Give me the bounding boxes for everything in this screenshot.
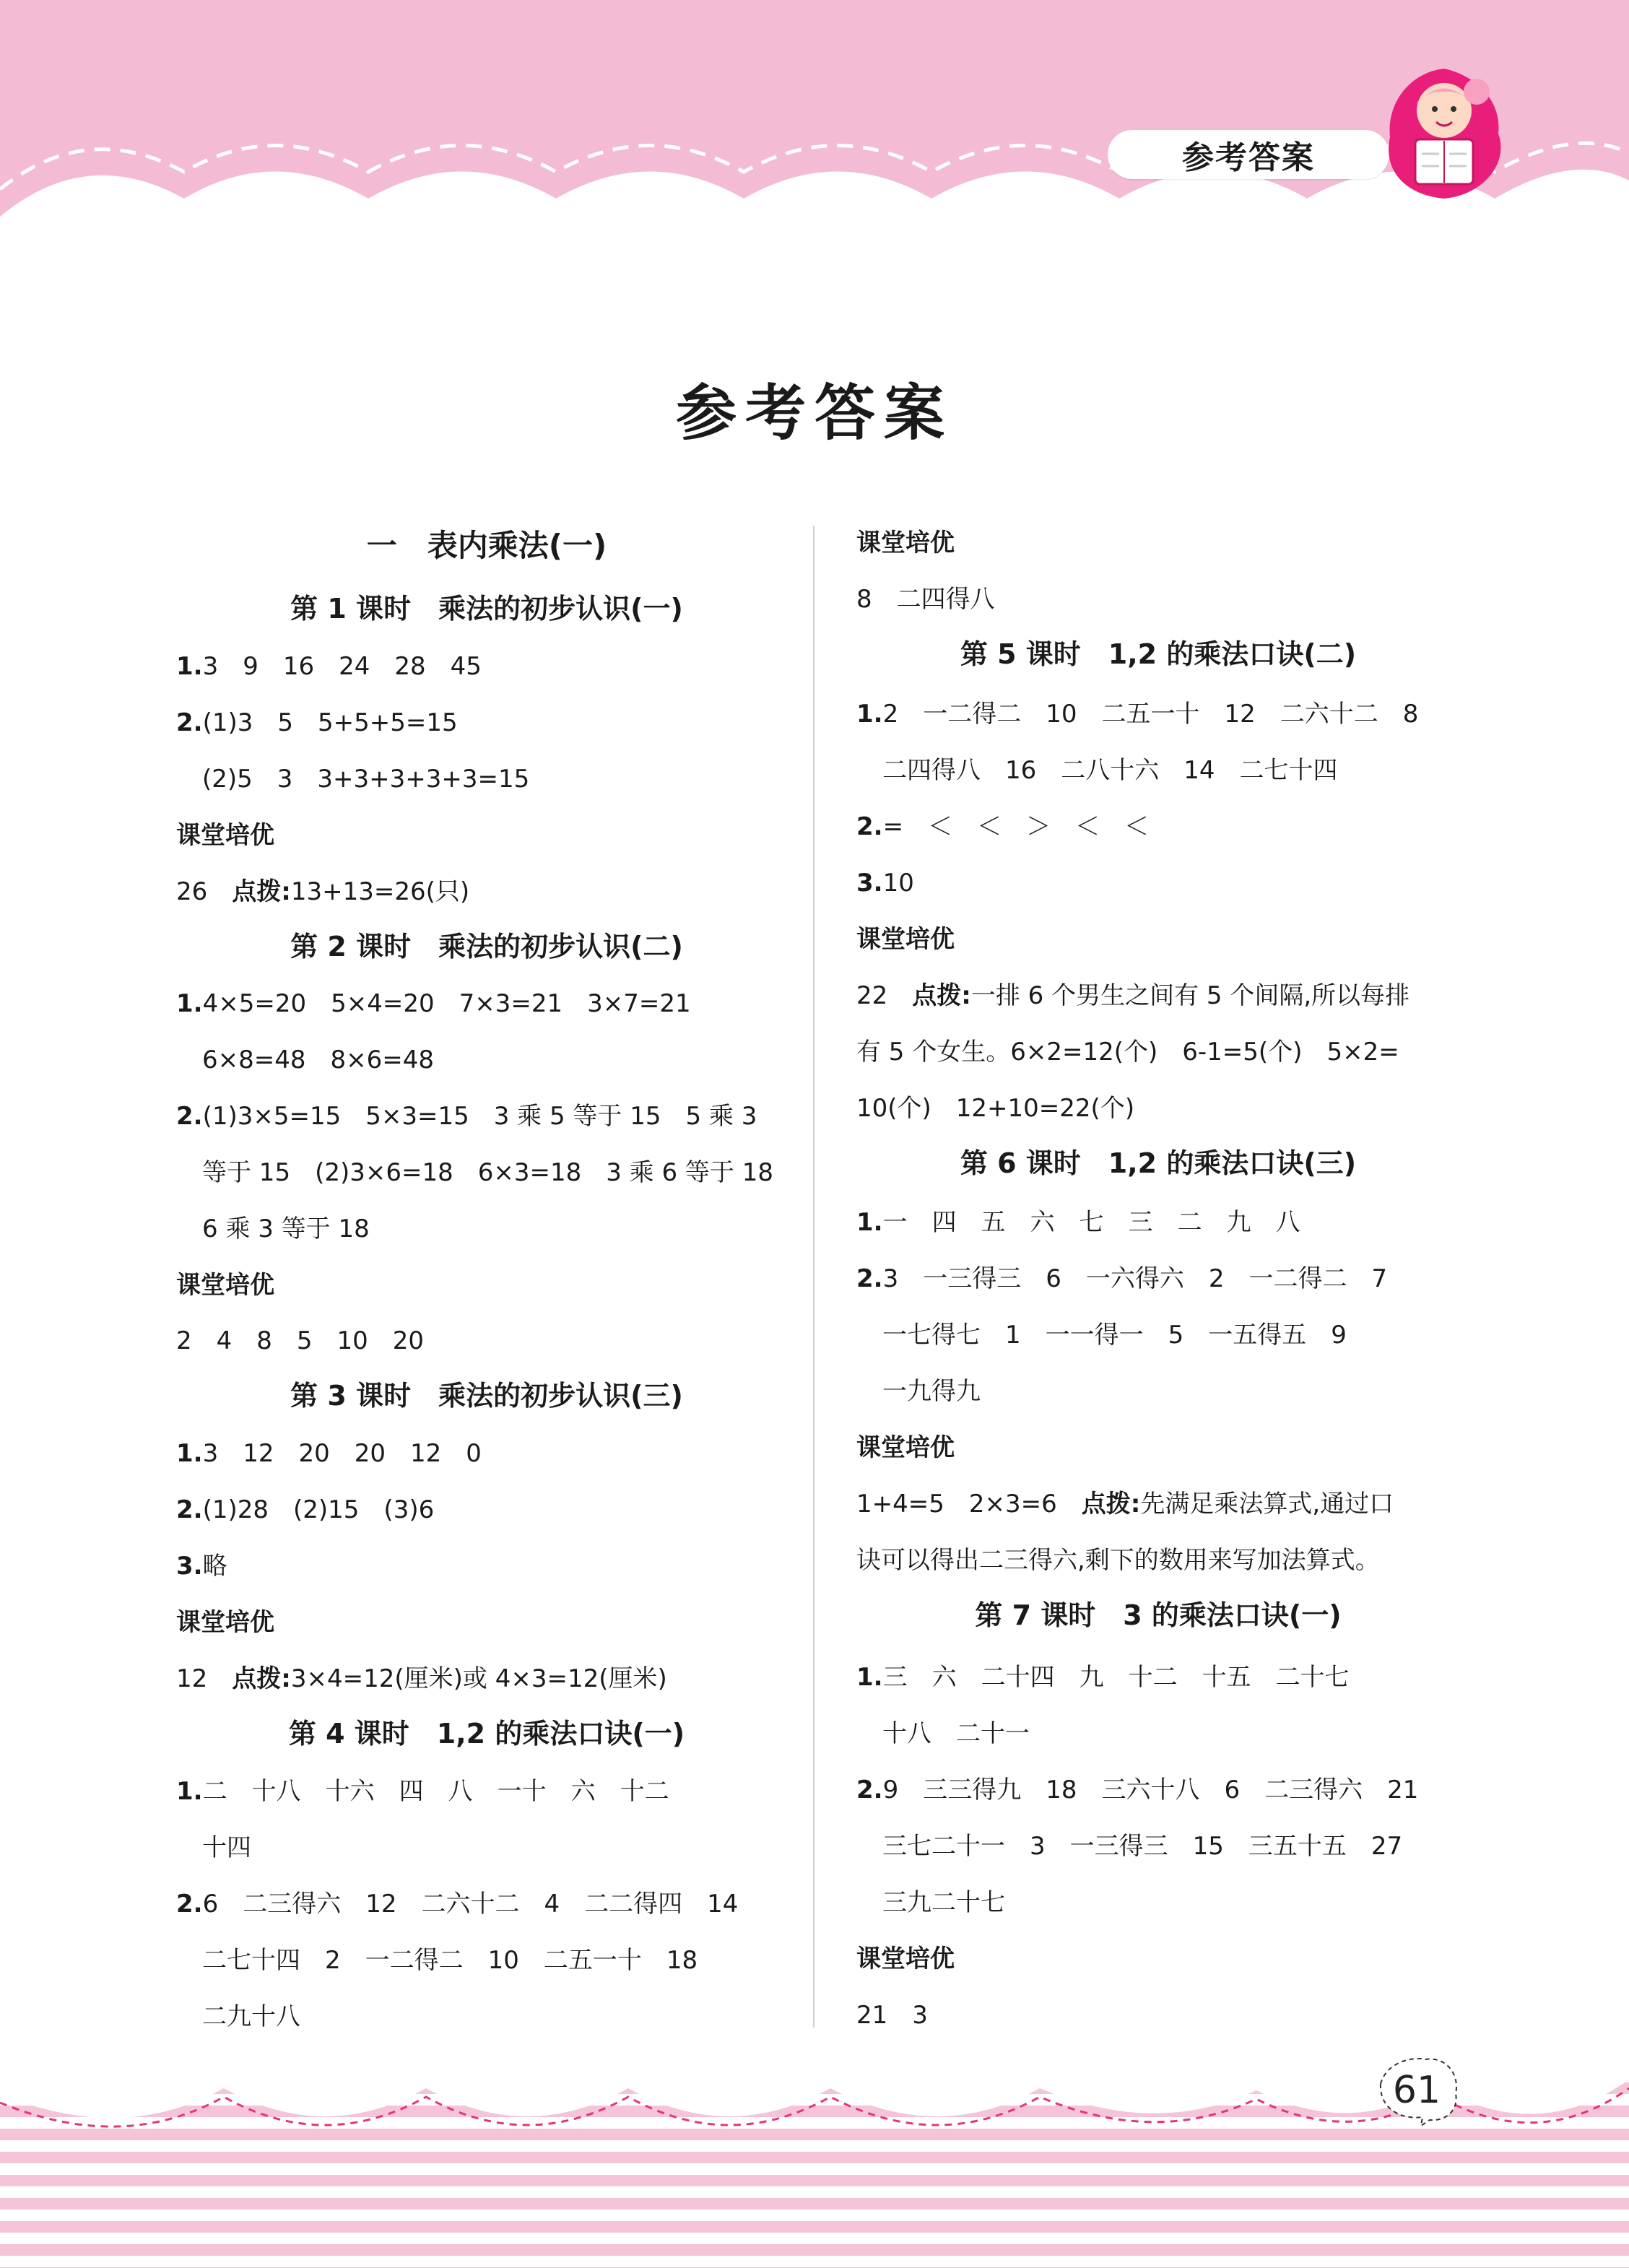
answer-line: 十八 二十一 <box>882 1719 1030 1748</box>
ketang-peiyou-label: 课堂培优 <box>176 1608 274 1637</box>
answer-line: 2.(1)28 (2)15 (3)6 <box>176 1495 435 1524</box>
answer-line: 10(个) 12+10=22(个) <box>856 1094 1135 1123</box>
answer-line: 三九二十七 <box>882 1888 1005 1917</box>
lesson-6-title: 第 6 课时 1,2 的乘法口诀(三) <box>960 1147 1357 1179</box>
answer-line: 1.三 六 二十四 九 十二 十五 二十七 <box>856 1663 1350 1692</box>
unit-title: 一 表内乘法(一) <box>366 528 607 563</box>
lesson-7-title: 第 7 课时 3 的乘法口诀(一) <box>975 1599 1342 1631</box>
answer-line: 2.(1)3×5=15 5×3=15 3 乘 5 等于 15 5 乘 3 <box>176 1102 757 1131</box>
answer-line: (2)5 3 3+3+3+3+3=15 <box>202 765 530 794</box>
answer-line: 二七十四 2 一二得二 10 二五一十 18 <box>202 1946 698 1975</box>
page-title: 参考答案 <box>675 378 953 448</box>
answer-line: 三七二十一 3 一三得三 15 三五十五 27 <box>882 1832 1403 1861</box>
answer-line: 2.9 三三得九 18 三六十八 6 二三得六 21 <box>856 1776 1419 1804</box>
ketang-peiyou-label: 课堂培优 <box>856 1945 955 1973</box>
column-divider <box>813 526 814 2028</box>
answer-line: 1+4=5 2×3=6 点拨:先满足乘法算式,通过口 <box>856 1490 1394 1518</box>
answer-line: 2 4 8 5 10 20 <box>176 1326 425 1355</box>
answer-line: 1.3 9 16 24 28 45 <box>176 652 482 681</box>
lesson-4-title: 第 4 课时 1,2 的乘法口诀(一) <box>288 1718 685 1750</box>
answer-line: 1.一 四 五 六 七 三 二 九 八 <box>856 1208 1300 1237</box>
answer-line: 二九十八 <box>202 2002 300 2031</box>
answer-line: 21 3 <box>856 2001 928 2030</box>
answer-line: 诀可以得出二三得六,剩下的数用来写加法算式。 <box>856 1546 1380 1575</box>
ketang-peiyou-label: 课堂培优 <box>176 821 274 850</box>
answer-line: 1.3 12 20 20 12 0 <box>176 1439 482 1468</box>
lesson-2-title: 第 2 课时 乘法的初步认识(二) <box>290 931 683 963</box>
answer-line: 3.10 <box>856 869 914 898</box>
answer-line: 一九得九 <box>882 1377 981 1406</box>
answer-line: 1.4×5=20 5×4=20 7×3=21 3×7=21 <box>176 989 691 1018</box>
answer-line: 等于 15 (2)3×6=18 6×3=18 3 乘 6 等于 18 <box>202 1158 773 1187</box>
ketang-peiyou-label: 课堂培优 <box>856 529 955 557</box>
answer-line: 1.二 十八 十六 四 八 一十 六 十二 <box>176 1777 669 1806</box>
answer-line: 26 点拨:13+13=26(只) <box>176 877 470 906</box>
answer-line: 二四得八 16 二八十六 14 二七十四 <box>882 756 1338 785</box>
lesson-5-title: 第 5 课时 1,2 的乘法口诀(二) <box>960 638 1357 670</box>
header-section-tab: 参考答案 <box>1108 130 1389 179</box>
ketang-peiyou-label: 课堂培优 <box>856 925 955 954</box>
page-number: 61 <box>1392 2069 1441 2112</box>
ketang-peiyou-label: 课堂培优 <box>856 1433 955 1462</box>
answer-line: 8 二四得八 <box>856 585 995 614</box>
answer-line: 一七得七 1 一一得一 5 一五得五 9 <box>882 1321 1347 1350</box>
answer-line: 2.= ＜ ＜ ＞ ＜ ＜ <box>856 812 1150 841</box>
lesson-3-title: 第 3 课时 乘法的初步认识(三) <box>290 1380 683 1412</box>
answer-line: 2.3 一三得三 6 一六得六 2 一二得二 7 <box>856 1264 1388 1293</box>
answer-line: 2.(1)3 5 5+5+5=15 <box>176 708 458 737</box>
answer-line: 3.略 <box>176 1552 227 1581</box>
answer-line: 十四 <box>202 1833 251 1862</box>
answer-line: 有 5 个女生。6×2=12(个) 6-1=5(个) 5×2= <box>856 1038 1399 1066</box>
answer-line: 6×8=48 8×6=48 <box>202 1046 435 1074</box>
lesson-1-title: 第 1 课时 乘法的初步认识(一) <box>290 593 683 625</box>
answer-line: 1.2 一二得二 10 二五一十 12 二六十二 8 <box>856 700 1419 729</box>
reading-girl-mascot-icon <box>1376 61 1513 206</box>
answer-line: 2.6 二三得六 12 二六十二 4 二二得四 14 <box>176 1890 739 1919</box>
answer-line: 12 点拨:3×4=12(厘米)或 4×3=12(厘米) <box>176 1664 667 1693</box>
ketang-peiyou-label: 课堂培优 <box>176 1271 274 1300</box>
answer-line: 6 乘 3 等于 18 <box>202 1215 370 1243</box>
answer-line: 22 点拨:一排 6 个男生之间有 5 个间隔,所以每排 <box>856 981 1410 1010</box>
